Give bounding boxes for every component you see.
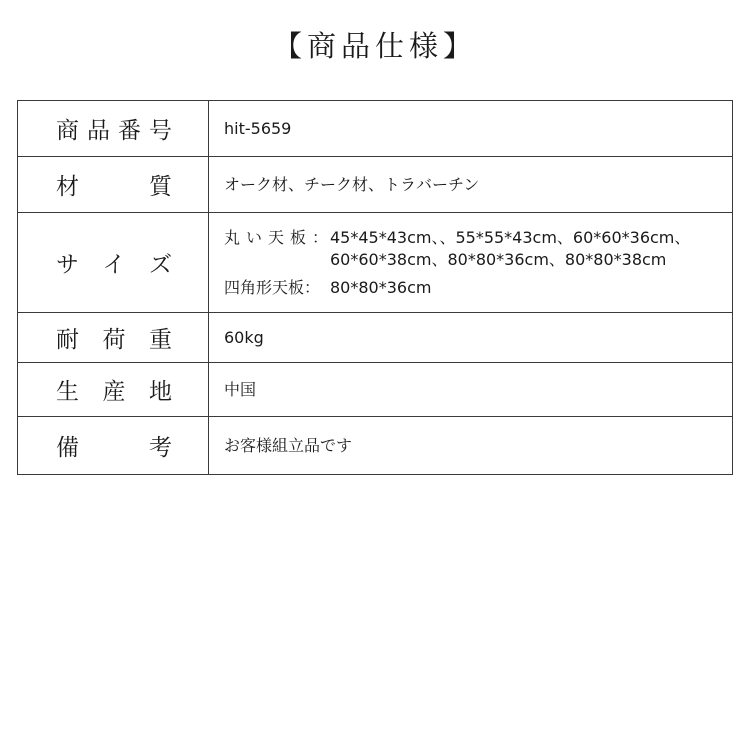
square-top-label: 四角形天板： xyxy=(224,277,321,297)
row-label-size: サ イ ズ xyxy=(18,213,209,313)
row-label-origin: 生 産 地 xyxy=(18,363,209,417)
table-row xyxy=(18,213,733,313)
round-top-sizes: 45*45*43cm、、55*55*43cm、60*60*36cm、 60*60*38cm、80*80*36cm、80*80*38cm xyxy=(330,227,691,269)
row-value-origin: 中国 xyxy=(209,363,733,417)
table-row xyxy=(18,101,733,157)
row-label-product-number: 商 品 番 号 xyxy=(18,101,209,157)
row-label-notes: 備 考 xyxy=(18,417,209,475)
table-row xyxy=(18,363,733,417)
square-top-size: 80*80*36cm xyxy=(330,277,432,297)
page-title: 【商品仕様】 xyxy=(272,29,477,63)
row-label-load-capacity: 耐 荷 重 xyxy=(18,313,209,363)
row-label-material: 材 質 xyxy=(18,157,209,213)
row-value-load-capacity: 60kg xyxy=(209,313,733,363)
row-value-product-number: hit-5659 xyxy=(209,101,733,157)
table-row xyxy=(18,157,733,213)
row-value-notes: お客様組立品です xyxy=(209,417,733,475)
row-value-material: オーク材、チーク材、トラバーチン xyxy=(209,157,733,213)
spec-table xyxy=(17,100,733,475)
table-row xyxy=(18,417,733,475)
table-row xyxy=(18,313,733,363)
round-top-label: 丸 い 天 板 ： xyxy=(224,227,328,247)
row-value-size xyxy=(209,213,733,313)
